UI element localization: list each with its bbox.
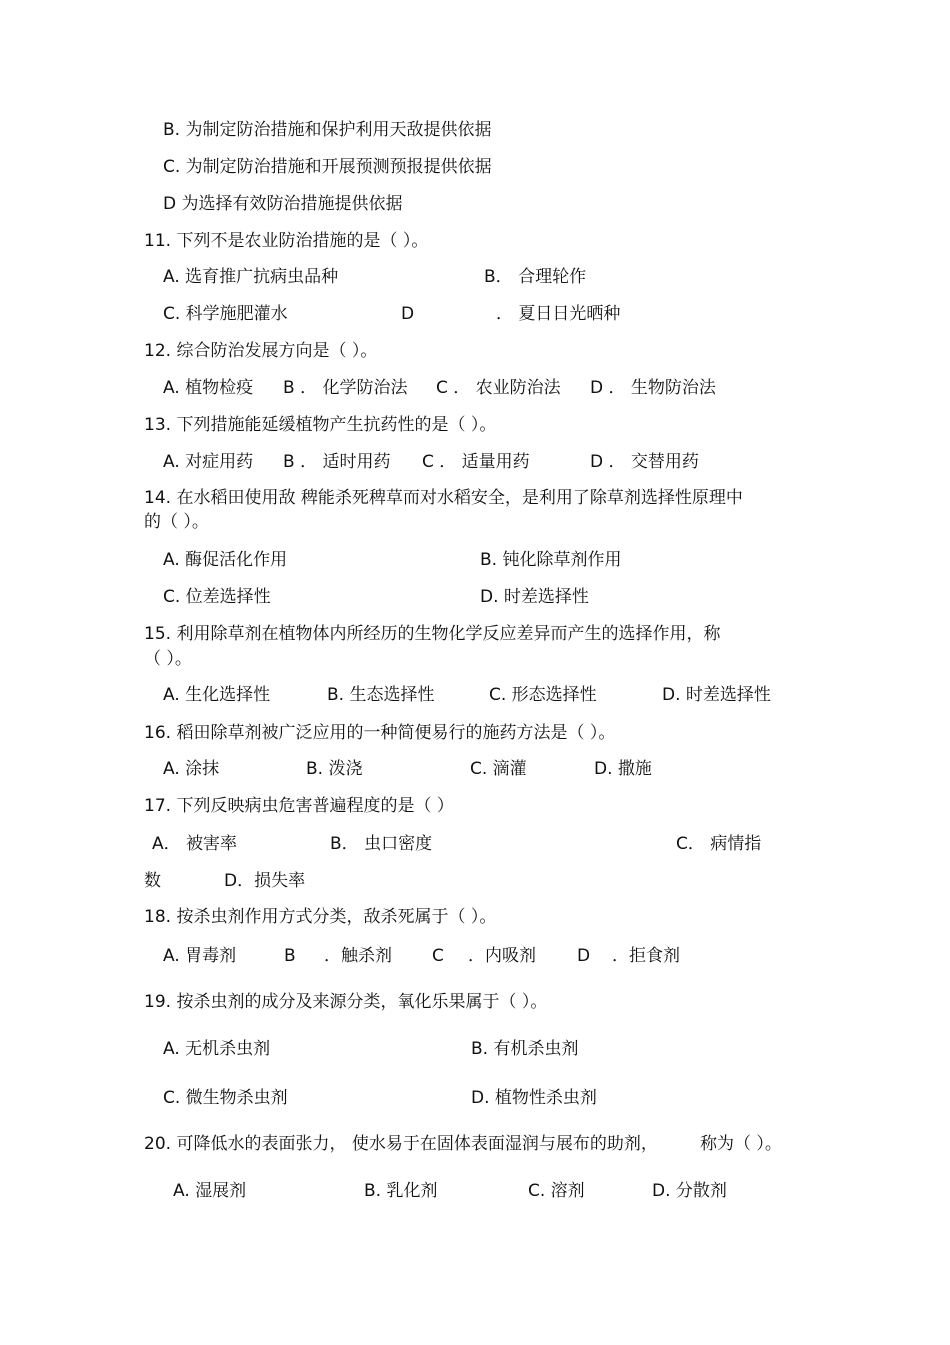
q14-option-a: A. 酶促活化作用 [163, 550, 288, 570]
q16-option-a: A. 涂抹 [163, 759, 220, 779]
q14-stem-line2: 的（ ）。 [144, 512, 209, 532]
q19-option-c: C. 微生物杀虫剂 [163, 1088, 288, 1108]
q12-option-c: C ． 农业防治法 [436, 378, 561, 398]
q17-option-d: D．损失率 [224, 871, 306, 891]
q18-option-b-letter: B [284, 946, 296, 966]
q19-option-d: D. 植物性杀虫剂 [471, 1088, 597, 1108]
q17-option-c: C． 病情指 [676, 834, 762, 854]
q20-option-a: A. 湿展剂 [173, 1181, 247, 1201]
q13-option-b: B ． 适时用药 [283, 452, 391, 472]
q12-option-b: B ． 化学防治法 [283, 378, 408, 398]
q15-stem-line1: 15. 利用除草剂在植物体内所经历的生物化学反应差异而产生的选择作用，称 [144, 624, 721, 644]
q17-option-a: A． 被害率 [152, 834, 238, 854]
q18-option-c: ．内吸剂 [468, 946, 536, 966]
q14-option-d: D. 时差选择性 [480, 587, 589, 607]
q16-option-d: D. 撒施 [594, 759, 652, 779]
q11-option-d: ． 夏日日光晒种 [496, 304, 621, 324]
q13-stem: 13. 下列措施能延缓植物产生抗药性的是（ ）。 [144, 415, 497, 435]
q15-stem-line2: （ ）。 [144, 649, 192, 669]
q19-stem: 19. 按杀虫剂的成分及来源分类，氧化乐果属于（ ）。 [144, 992, 548, 1012]
q19-option-a: A. 无机杀虫剂 [163, 1039, 271, 1059]
q19-option-b: B. 有机杀虫剂 [471, 1039, 579, 1059]
q14-stem-line1: 14. 在水稻田使用敌 稗能杀死稗草而对水稻安全，是利用了除草剂选择性原理中 [144, 488, 743, 508]
q20-option-b: B. 乳化剂 [364, 1181, 438, 1201]
q18-option-d: ．拒食剂 [612, 946, 680, 966]
q16-option-c: C. 滴灌 [470, 759, 527, 779]
q18-stem: 18. 按杀虫剂作用方式分类，敌杀死属于（ ）。 [144, 907, 497, 927]
q11-option-a: A. 选育推广抗病虫品种 [163, 267, 339, 287]
q18-option-a: A. 胃毒剂 [163, 946, 237, 966]
q11-stem: 11. 下列不是农业防治措施的是（ ）。 [144, 231, 429, 251]
q11-option-b: B． 合理轮作 [484, 267, 587, 287]
q13-option-c: C ． 适量用药 [422, 452, 530, 472]
q15-option-c: C. 形态选择性 [489, 685, 597, 705]
q14-option-c: C. 位差选择性 [163, 587, 271, 607]
q20-stem-part1: 20. 可降低水的表面张力， 使水易于在固体表面湿润与展布的助剂， [144, 1134, 658, 1154]
q20-option-c: C. 溶剂 [528, 1181, 585, 1201]
q17-option-c-cont: 数 [144, 871, 161, 891]
q10-option-b: B. 为制定防治措施和保护利用天敌提供依据 [163, 120, 492, 140]
q15-option-a: A. 生化选择性 [163, 685, 271, 705]
q17-stem: 17. 下列反映病虫危害普遍程度的是（ ） [144, 796, 454, 816]
q15-option-d: D. 时差选择性 [662, 685, 771, 705]
q11-option-d-letter: D [401, 304, 415, 324]
q20-option-d: D. 分散剂 [652, 1181, 727, 1201]
q20-stem-part2: 称为（ ）。 [700, 1134, 782, 1154]
q14-option-b: B. 钝化除草剂作用 [480, 550, 622, 570]
q16-stem: 16. 稻田除草剂被广泛应用的一种简便易行的施药方法是（ ）。 [144, 723, 616, 743]
q10-option-c: C. 为制定防治措施和开展预测预报提供依据 [163, 157, 492, 177]
q12-option-a: A. 植物检疫 [163, 378, 254, 398]
q12-option-d: D ． 生物防治法 [590, 378, 716, 398]
q12-stem: 12. 综合防治发展方向是（ ）。 [144, 341, 378, 361]
q18-option-d-letter: D [577, 946, 591, 966]
q11-option-c: C. 科学施肥灌水 [163, 304, 288, 324]
q18-option-b: ．触杀剂 [324, 946, 392, 966]
q16-option-b: B. 泼浇 [306, 759, 363, 779]
q18-option-c-letter: C [432, 946, 444, 966]
q17-option-b: B． 虫口密度 [330, 834, 433, 854]
q15-option-b: B. 生态选择性 [327, 685, 435, 705]
q13-option-a: A. 对症用药 [163, 452, 254, 472]
q10-option-d: D 为选择有效防治措施提供依据 [163, 194, 403, 214]
q13-option-d: D ． 交替用药 [590, 452, 699, 472]
